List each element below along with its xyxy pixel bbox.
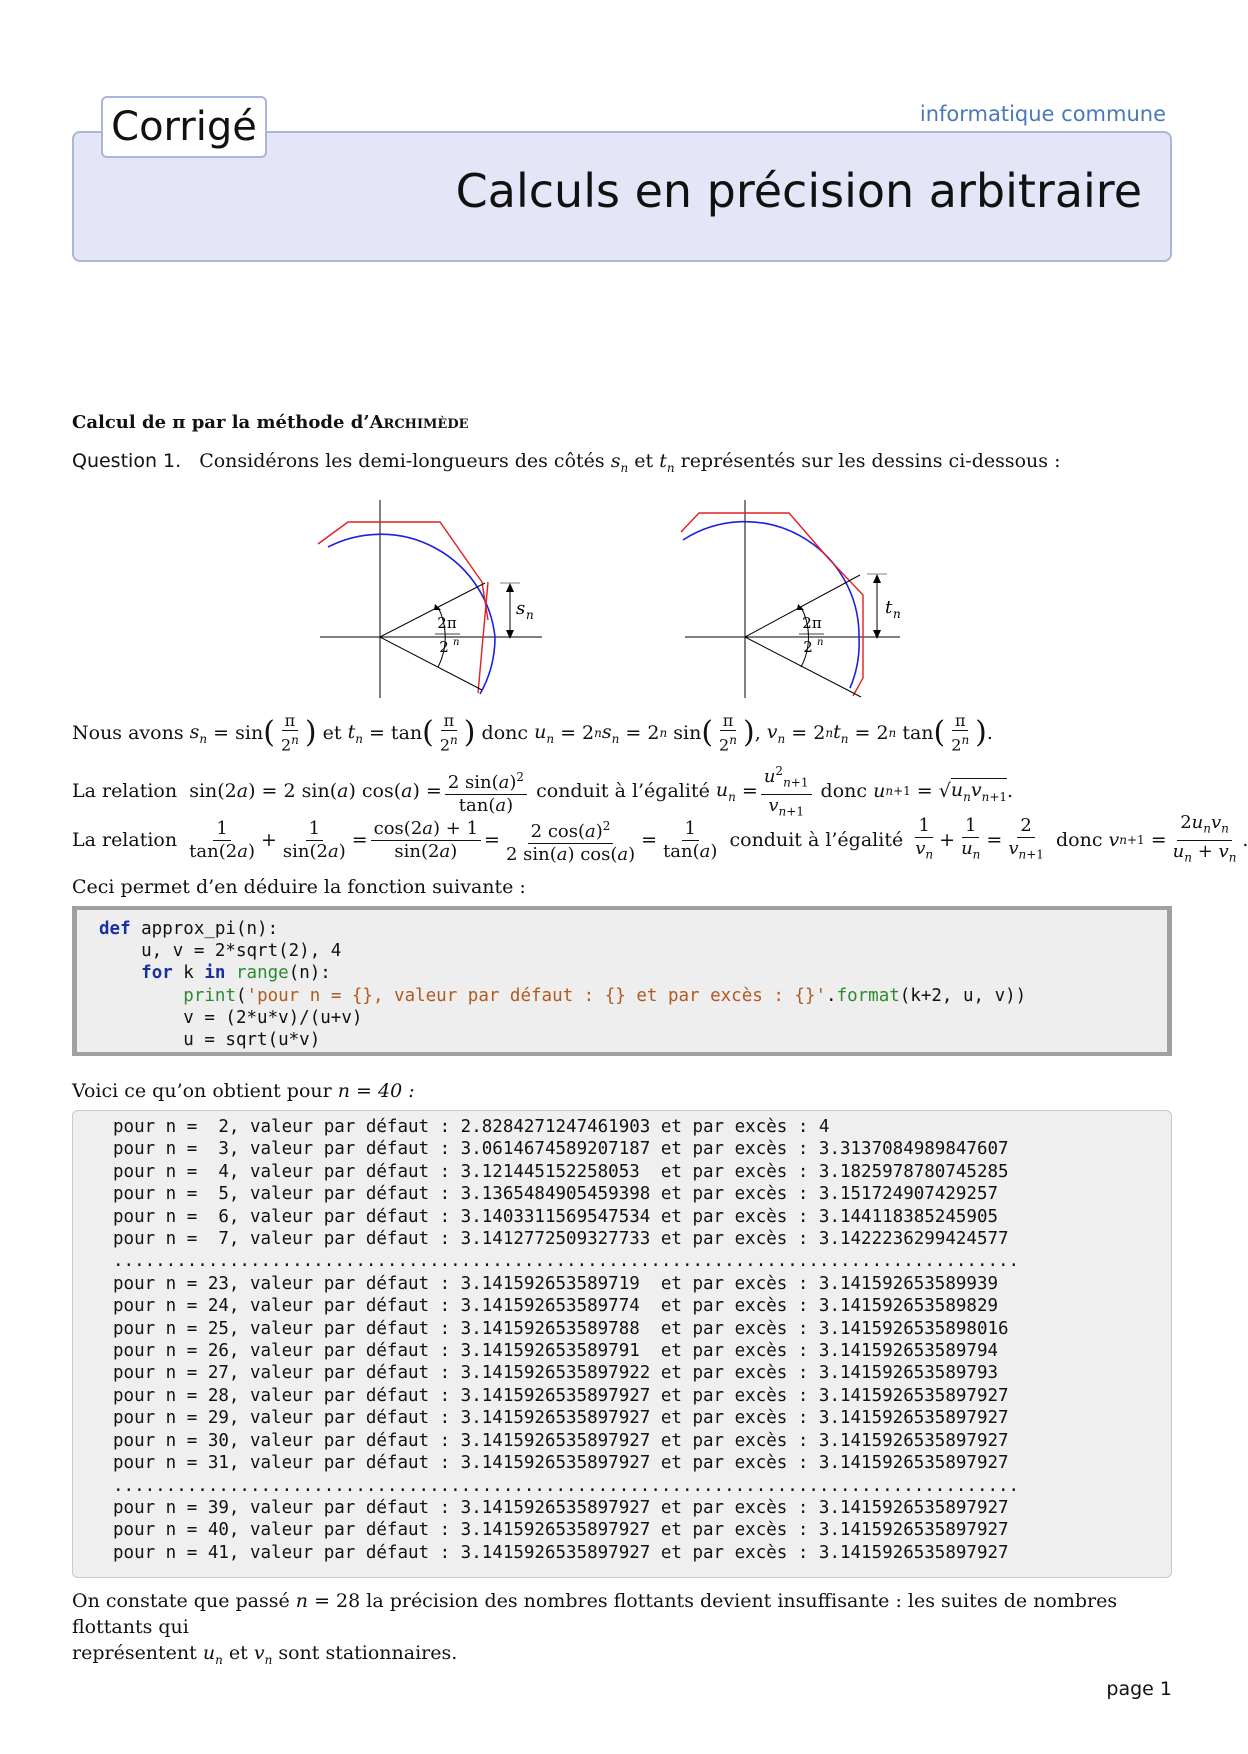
output-line: pour n = 7, valeur par défaut : 3.1412772509327733 et par excès : 3.1422236299424577: [113, 1229, 1009, 1250]
angle-label: 2π: [802, 614, 822, 632]
math-text: La relation: [72, 780, 178, 803]
output-intro-text: Voici ce qu’on obtient pour: [72, 1080, 332, 1102]
output-line: pour n = 24, valeur par défaut : 3.141592653589774 et par excès : 3.141592653589829: [113, 1296, 999, 1317]
document-title: Calculs en précision arbitraire: [455, 164, 1142, 218]
math-line-2: La relation sin(2 a ) = 2 sin( a ) cos( a ) = $\frac{2 \sin(a)^2}{\tan(a)}$ conduit à l’égalité $u_n$ = $\frac{u^2_{n+1}}{v_{n+1}}$ donc u n+1 = √ $u_nv_{n+1}$ .: [72, 760, 1013, 822]
conclusion-text: représentent: [72, 1642, 197, 1664]
output-line: pour n = 2, valeur par défaut : 2.8284271247461903 et par excès : 4: [113, 1117, 830, 1137]
conclusion: On constate que passé n = 28 la précision des nombres flottants devient insuffisante : les suites de nombres flottants qui représentent $u_n$ et $v_n$ sont stationnaires.: [72, 1590, 1118, 1667]
code-listing: [77, 910, 1167, 1051]
math-text: conduit à l’égalité: [536, 780, 710, 803]
output-line: pour n = 4, valeur par défaut : 3.121445152258053 et par excès : 3.1825978780745285: [113, 1161, 1009, 1182]
angle-den: 2: [439, 638, 449, 656]
conclusion-text: et: [228, 1642, 248, 1664]
code-line: v = (2*u*v)/(u+v): [99, 1007, 363, 1028]
figure-inscribed-polygon: [310, 500, 550, 700]
math-text: donc: [820, 780, 868, 803]
math-text: donc: [1055, 829, 1103, 852]
s-sub: n: [526, 608, 534, 622]
output-line: pour n = 40, valeur par défaut : 3.1415926535897927 et par excès : 3.1415926535897927: [113, 1520, 1009, 1541]
question-text: Considérons les demi-longueurs des côtés: [199, 450, 605, 472]
page-number: page 1: [1106, 1678, 1172, 1700]
output-line: pour n = 41, valeur par défaut : 3.1415926535897927 et par excès : 3.1415926535897927: [113, 1542, 1009, 1563]
conclusion-text: sont stationnaires.: [278, 1642, 458, 1664]
output-line: pour n = 5, valeur par défaut : 3.1365484905459398 et par excès : 3.151724907429257: [113, 1184, 999, 1205]
output-intro-math: n = 40 :: [337, 1080, 415, 1102]
code-line: print('pour n = {}, valeur par défaut : {} et par excès : {}'.format(k+2, u, v)): [183, 985, 1027, 1006]
code-block: [72, 906, 1172, 1056]
figure-circumscribed-polygon: [675, 500, 915, 700]
angle-exp: n: [453, 637, 460, 648]
conclusion-text: la précision des nombres flottants devient insuffisante : les suites de nombres flottants qui: [72, 1590, 1118, 1638]
conclusion-text: On constate que passé: [72, 1590, 290, 1612]
math-text: donc: [481, 722, 529, 745]
question-text: représentés sur les dessins ci-dessous :: [680, 450, 1061, 472]
math-line-3: La relation $\frac{1}{\tan(2a)}$ + $\frac{1}{\sin(2a)}$ = $\frac{\cos(2a) + 1}{\sin(2a)}$ = $\frac{2 \cos(a)^2}{2 \sin(a) \cos(a)}$ = $\frac{1}{\tan(a)}$ conduit à l’égalité $\frac{1}{v_n}$ + $\frac{1}{u_n}$ = $\frac{2}{v_{n+1}}$ donc v n+1 = $\frac{2u_nv_n}{u_n + v_n}$ .: [72, 812, 1248, 865]
code-line: u, v = 2*sqrt(2), 4: [99, 941, 342, 962]
t-label: t: [885, 597, 893, 618]
angle-den: 2: [803, 638, 813, 656]
output-line: pour n = 29, valeur par défaut : 3.1415926535897927 et par excès : 3.1415926535897927: [113, 1408, 1009, 1429]
question-1: Question 1. Considérons les demi-longueurs des côtés $s_n$ et $t_n$ représentés sur les dessins ci-dessous :: [72, 450, 1061, 475]
output-line: ......................................................................................: [113, 1475, 1020, 1496]
math-line-1: Nous avons $s_n$ = sin ( $\frac{\pi}{2^n}$ ) et $t_n$ = tan ( $\frac{\pi}{2^n}$ ) donc $u_n$ = 2 n $s_n$ = 2 n sin ( $\frac{\pi}{2^n}$ ) , $v_n$ = 2 n $t_n$ = 2 n tan ( $\frac{\pi}{2^n}$ ) .: [72, 711, 993, 755]
output-block: [72, 1110, 1172, 1578]
section-title-name: Archimède: [369, 412, 469, 433]
corrige-badge: Corrigé: [101, 96, 267, 158]
question-text: et: [634, 450, 654, 472]
section-title: [72, 412, 469, 433]
math-text: Nous avons: [72, 722, 184, 745]
output-line: pour n = 6, valeur par défaut : 3.1403311569547534 et par excès : 3.144118385245905: [113, 1206, 999, 1227]
math-text: La relation: [72, 829, 178, 852]
output-line: ......................................................................................: [113, 1251, 1020, 1272]
output-line: pour n = 30, valeur par défaut : 3.1415926535897927 et par excès : 3.1415926535897927: [113, 1430, 1009, 1451]
output-line: pour n = 27, valeur par défaut : 3.1415926535897922 et par excès : 3.141592653589793: [113, 1363, 999, 1384]
output-line: pour n = 23, valeur par défaut : 3.141592653589719 et par excès : 3.141592653589939: [113, 1273, 999, 1294]
output-line: pour n = 28, valeur par défaut : 3.1415926535897927 et par excès : 3.1415926535897927: [113, 1385, 1009, 1406]
section-title-prefix: Calcul de π par la méthode d’: [72, 412, 370, 433]
t-sub: n: [893, 607, 901, 621]
angle-label: 2π: [437, 614, 457, 632]
output-intro: [72, 1078, 415, 1104]
math-text: et: [322, 722, 342, 745]
code-line: for k in range(n):: [141, 963, 331, 984]
s-label: s: [516, 598, 526, 619]
output-line: pour n = 25, valeur par défaut : 3.141592653589788 et par excès : 3.1415926535898016: [113, 1318, 1009, 1339]
output-line: pour n = 31, valeur par défaut : 3.1415926535897927 et par excès : 3.1415926535897927: [113, 1453, 1009, 1474]
output-line: pour n = 3, valeur par défaut : 3.0614674589207187 et par excès : 3.3137084989847607: [113, 1139, 1009, 1160]
subject-label: informatique commune: [919, 102, 1166, 126]
output-listing: [73, 1111, 1171, 1564]
output-line: pour n = 26, valeur par défaut : 3.141592653589791 et par excès : 3.141592653589794: [113, 1341, 999, 1362]
code-line: def approx_pi(n):: [99, 919, 279, 939]
question-label: Question 1.: [72, 450, 182, 472]
code-line: u = sqrt(u*v): [99, 1030, 321, 1051]
angle-exp: n: [817, 637, 824, 648]
output-line: pour n = 39, valeur par défaut : 3.1415926535897927 et par excès : 3.1415926535897927: [113, 1497, 1009, 1518]
math-text: conduit à l’égalité: [729, 829, 904, 852]
code-intro: Ceci permet d’en déduire la fonction suivante :: [72, 876, 526, 898]
